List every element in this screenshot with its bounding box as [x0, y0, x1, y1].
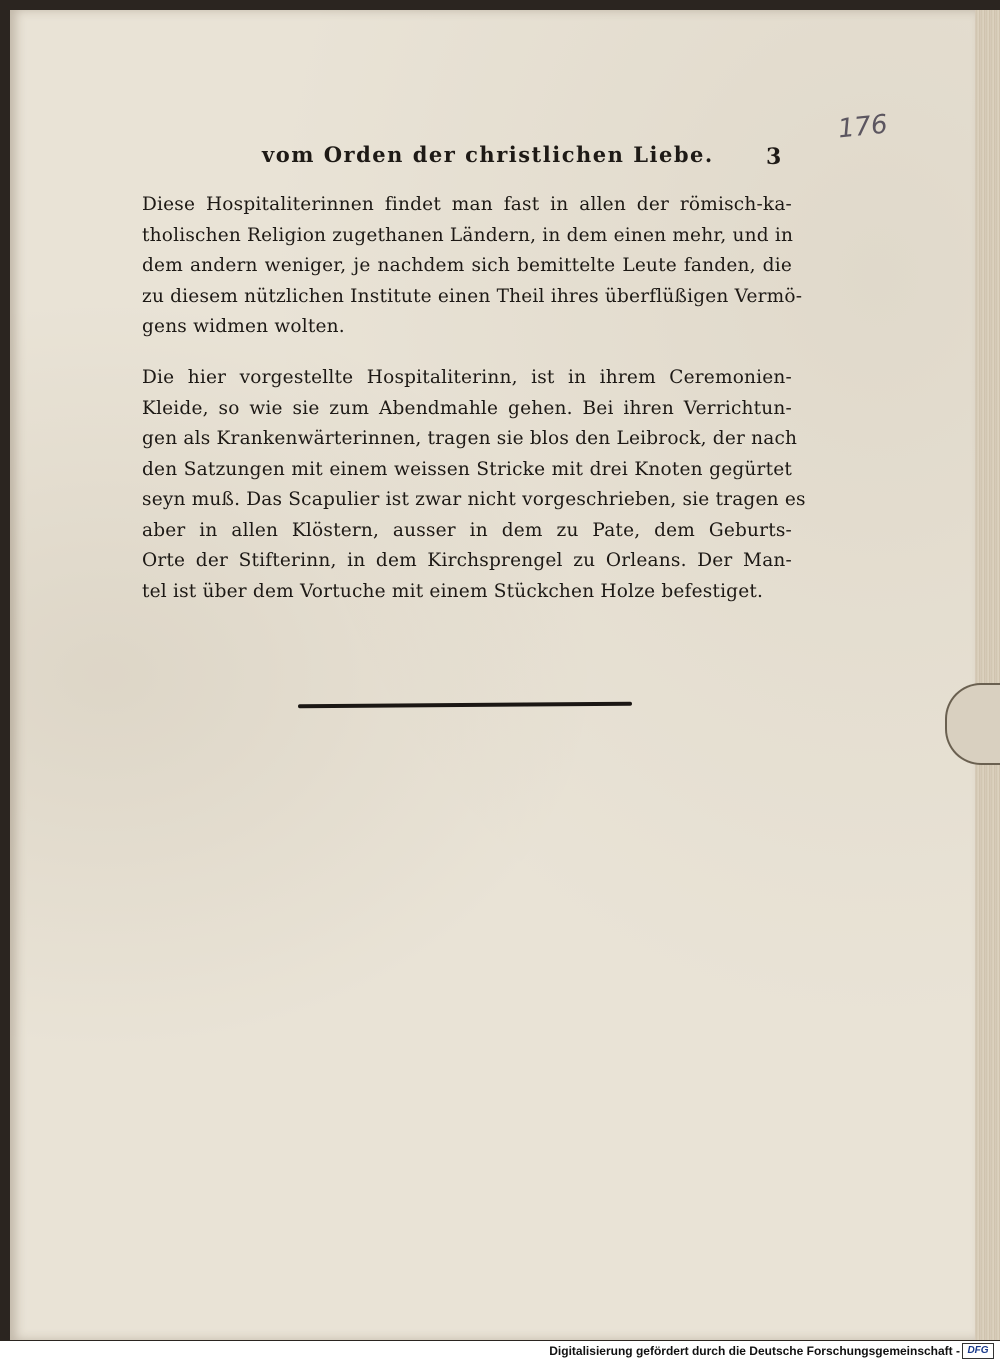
text-line: den Satzungen mit einem weissen Stricke mit drei Knoten gegürtet: [142, 458, 792, 480]
page-tab-marker: [945, 683, 1000, 765]
text-line: dem andern weniger, je nachdem sich bemittelte Leute fanden, die: [142, 255, 792, 276]
page-number: 3: [766, 144, 782, 170]
running-head: vom Orden der christlichen Liebe.: [262, 142, 714, 167]
footer-credit: Digitalisierung gefördert durch die Deutsche Forschungsgemeinschaft -: [549, 1344, 960, 1358]
paragraph-2: [142, 363, 806, 607]
text-line: Diese Hospitaliterinnen findet man fast in allen der römisch-ka-: [142, 194, 792, 215]
text-line: gens widmen wolten.: [142, 316, 345, 337]
text-line: Orte der Stifterinn, in dem Kirchsprengel zu Orleans. Der Man-: [142, 550, 792, 571]
text-line: tel ist über dem Vortuche mit einem Stückchen Holze befestiget.: [142, 580, 764, 602]
text-line: Die hier vorgestellte Hospitaliterinn, ist in ihrem Ceremonien-: [142, 367, 792, 388]
paragraph-1: [142, 190, 803, 343]
text-line: gen als Krankenwärterinnen, tragen sie blos den Leibrock, der nach: [142, 428, 798, 449]
text-line: aber in allen Klöstern, ausser in dem zu Pate, dem Geburts-: [142, 519, 792, 541]
text-line: Kleide, so wie sie zum Abendmahle gehen. Bei ihren Verrichtun-: [142, 397, 792, 419]
text-line: seyn muß. Das Scapulier ist zwar nicht vorgeschrieben, sie tragen es: [142, 489, 806, 510]
folio-annotation: 176: [836, 109, 890, 145]
text-line: zu diesem nützlichen Institute einen Theil ihres überflüßigen Vermö-: [142, 285, 803, 307]
text-line: tholischen Religion zugethanen Ländern, in dem einen mehr, und in: [142, 224, 794, 246]
dfg-logo: DFG: [962, 1343, 994, 1359]
